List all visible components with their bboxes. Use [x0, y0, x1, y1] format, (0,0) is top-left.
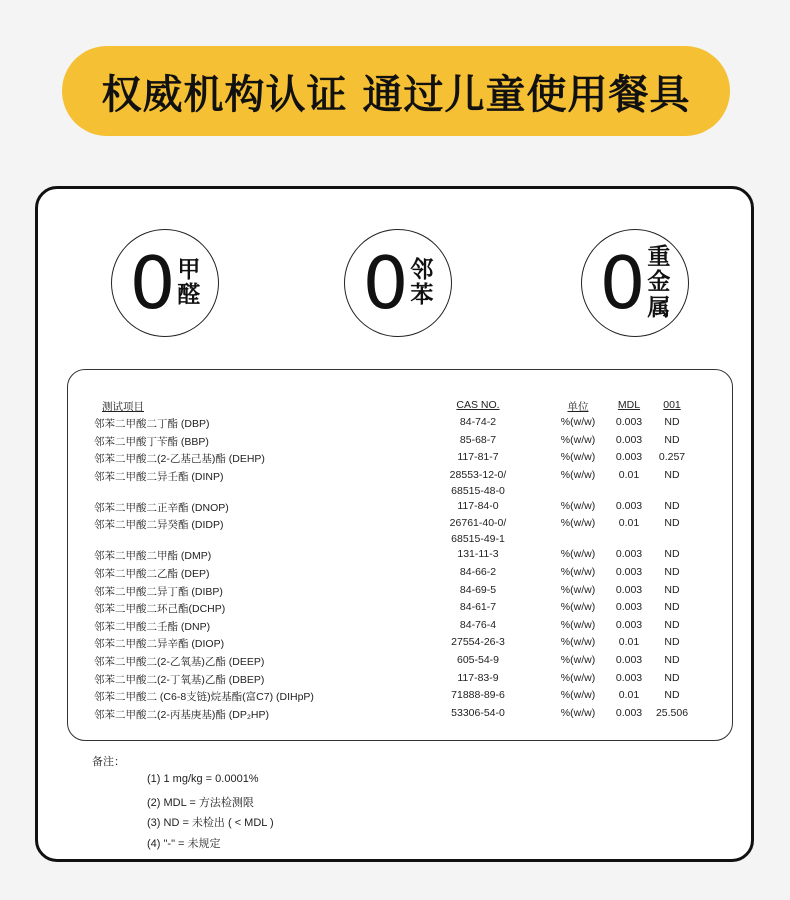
row-cas: 605-54-9: [456, 654, 500, 666]
row-item: 邻苯二甲酸二(2-丙基庚基)酯 (DP₂HP): [94, 708, 269, 721]
row-item: 邻苯二甲酸二 (C6-8支链)烷基酯(富C7) (DIHpP): [94, 691, 314, 704]
row-mdl: 0.003: [615, 671, 643, 684]
badge-label: [410, 258, 433, 309]
row-cas: 71888-89-6: [451, 689, 505, 702]
badge-heavy-metal: [581, 229, 689, 337]
row-mdl: 0.01: [618, 468, 640, 481]
row-cas: 117-83-9: [457, 671, 499, 684]
row-unit: %(w/w): [560, 499, 596, 512]
table-row: [68, 500, 732, 516]
table-row: [68, 619, 732, 635]
badge-zero: 0: [129, 241, 176, 325]
table-row: [68, 517, 732, 533]
row-cas: 84-66-2: [459, 566, 497, 578]
badge-label-line: 甲: [177, 256, 201, 283]
row-result: ND: [664, 566, 680, 578]
badge-label: [177, 258, 200, 309]
row-unit: %(w/w): [560, 706, 596, 719]
row-cas: 84-61-7: [459, 601, 497, 614]
row-cas: 84-74-2: [459, 416, 497, 428]
row-mdl: 0.01: [618, 636, 640, 649]
badge-label-line: 重: [647, 244, 671, 271]
row-result: ND: [664, 601, 680, 614]
row-item: 邻苯二甲酸二正辛酯 (DNOP): [94, 501, 229, 514]
row-cas: 27554-26-3: [451, 636, 505, 649]
table-row: [68, 416, 732, 432]
badge-label-line: 属: [647, 294, 671, 321]
row-unit: %(w/w): [560, 517, 596, 530]
row-unit: %(w/w): [560, 636, 596, 649]
row-result: ND: [664, 583, 680, 596]
row-cas: 28553-12-0/: [449, 468, 507, 481]
row-result: ND: [664, 618, 680, 631]
row-result: ND: [664, 433, 680, 446]
row-cas: 117-84-0: [457, 499, 499, 512]
badge-formaldehyde: [111, 229, 219, 337]
table-row: [68, 672, 732, 688]
row-mdl: 0.003: [615, 566, 643, 578]
row-cas: 53306-54-0: [451, 706, 505, 719]
note-item: (2) MDL = 方法检测限: [147, 797, 254, 809]
row-mdl: 0.003: [615, 601, 643, 614]
row-unit: %(w/w): [560, 601, 596, 614]
row-cas: 84-76-4: [459, 618, 497, 631]
row-cas: 131-11-3: [457, 548, 499, 561]
table-row: [68, 469, 732, 485]
row-item: 邻苯二甲酸二(2-乙氧基)乙酯 (DEEP): [94, 656, 265, 668]
row-result: ND: [664, 548, 680, 561]
row-item: 邻苯二甲酸二异壬酯 (DINP): [94, 470, 224, 483]
row-item: 邻苯二甲酸二壬酯 (DNP): [94, 620, 211, 633]
header-item: 测试项目: [102, 401, 144, 413]
row-item: 邻苯二甲酸二(2-乙基己基)酯 (DEHP): [94, 453, 265, 466]
table-row: [68, 566, 732, 582]
row-result: ND: [664, 468, 680, 481]
row-unit: %(w/w): [560, 566, 596, 578]
row-unit: %(w/w): [560, 548, 596, 561]
row-unit: %(w/w): [560, 451, 596, 464]
row-result: 25.506: [655, 706, 689, 719]
note-item: (3) ND = 未检出 ( < MDL ): [147, 817, 274, 829]
note-item: (4) "-" = 未规定: [147, 838, 221, 850]
table-row: [68, 434, 732, 450]
row-mdl: 0.003: [615, 548, 643, 561]
header-cas: CAS NO.: [456, 399, 500, 411]
row-result: ND: [664, 517, 680, 530]
badge-label-line: 醛: [177, 282, 201, 308]
row-mdl: 0.003: [615, 618, 643, 631]
row-item: 邻苯二甲酸二(2-丁氧基)乙酯 (DBEP): [94, 673, 265, 686]
row-item: 邻苯二甲酸二环己酯(DCHP): [94, 603, 226, 616]
row-unit: %(w/w): [560, 618, 596, 631]
table-row: [68, 707, 732, 723]
row-item: 邻苯二甲酸二异丁酯 (DIBP): [94, 585, 223, 598]
row-mdl: 0.003: [615, 416, 643, 428]
row-mdl: 0.01: [618, 517, 640, 530]
note-item: (1) 1 mg/kg = 0.0001%: [147, 773, 259, 785]
badge-label-line: 金: [647, 269, 671, 296]
row-cas: 117-81-7: [457, 451, 499, 464]
table-row: [68, 636, 732, 652]
row-mdl: 0.003: [615, 499, 643, 512]
row-result: ND: [664, 654, 680, 666]
row-item: 邻苯二甲酸丁苄酯 (BBP): [94, 435, 209, 448]
table-header: [68, 399, 732, 415]
badge-zero: 0: [362, 241, 409, 325]
row-result: ND: [664, 416, 680, 428]
row-mdl: 0.003: [615, 654, 643, 666]
row-mdl: 0.003: [615, 451, 643, 464]
row-item: 邻苯二甲酸二丁酯 (DBP): [94, 418, 210, 430]
row-unit: %(w/w): [560, 583, 596, 596]
table-row: [68, 654, 732, 670]
row-unit: %(w/w): [560, 689, 596, 702]
row-unit: %(w/w): [560, 654, 596, 666]
row-item: 邻苯二甲酸二异辛酯 (DIOP): [94, 638, 225, 651]
badge-zero: 0: [599, 241, 646, 325]
badge-label: [647, 245, 670, 321]
table-row: [68, 689, 732, 705]
row-result: ND: [664, 499, 680, 512]
row-item: 邻苯二甲酸二乙酯 (DEP): [94, 568, 210, 580]
title-banner: [62, 46, 730, 136]
header-mdl: MDL: [617, 399, 641, 411]
notes-label: 备注：: [92, 756, 125, 768]
badge-phthalate: [344, 229, 452, 337]
test-results-table: [67, 369, 733, 741]
row-unit: %(w/w): [560, 468, 596, 481]
row-unit: %(w/w): [560, 671, 596, 684]
banner-title: 权威机构认证 通过儿童使用餐具: [101, 70, 691, 118]
row-cas: 84-69-5: [459, 583, 497, 596]
report-card: [35, 186, 754, 862]
row-result: 0.257: [658, 451, 686, 464]
row-mdl: 0.003: [615, 706, 643, 719]
table-row: [68, 451, 732, 467]
table-row: [68, 584, 732, 600]
row-mdl: 0.01: [618, 689, 640, 702]
row-item: 邻苯二甲酸二甲酯 (DMP): [94, 550, 212, 563]
table-row: [68, 601, 732, 617]
row-unit: %(w/w): [560, 416, 596, 428]
table-row: [68, 548, 732, 564]
row-cas-continued: 68515-48-0: [451, 484, 505, 497]
row-result: ND: [664, 671, 680, 684]
header-result: 001: [663, 399, 681, 411]
row-mdl: 0.003: [615, 583, 643, 596]
badge-label-line: 邻: [410, 256, 434, 283]
row-result: ND: [664, 689, 680, 702]
row-item: 邻苯二甲酸二异癸酯 (DIDP): [94, 519, 224, 532]
row-mdl: 0.003: [615, 433, 643, 446]
row-cas: 85-68-7: [459, 433, 497, 446]
row-result: ND: [664, 636, 680, 649]
row-unit: %(w/w): [560, 433, 596, 446]
badge-label-line: 苯: [410, 282, 434, 308]
row-cas-continued: 68515-49-1: [451, 533, 505, 546]
header-unit: 单位: [567, 401, 589, 413]
row-cas: 26761-40-0/: [449, 517, 507, 530]
